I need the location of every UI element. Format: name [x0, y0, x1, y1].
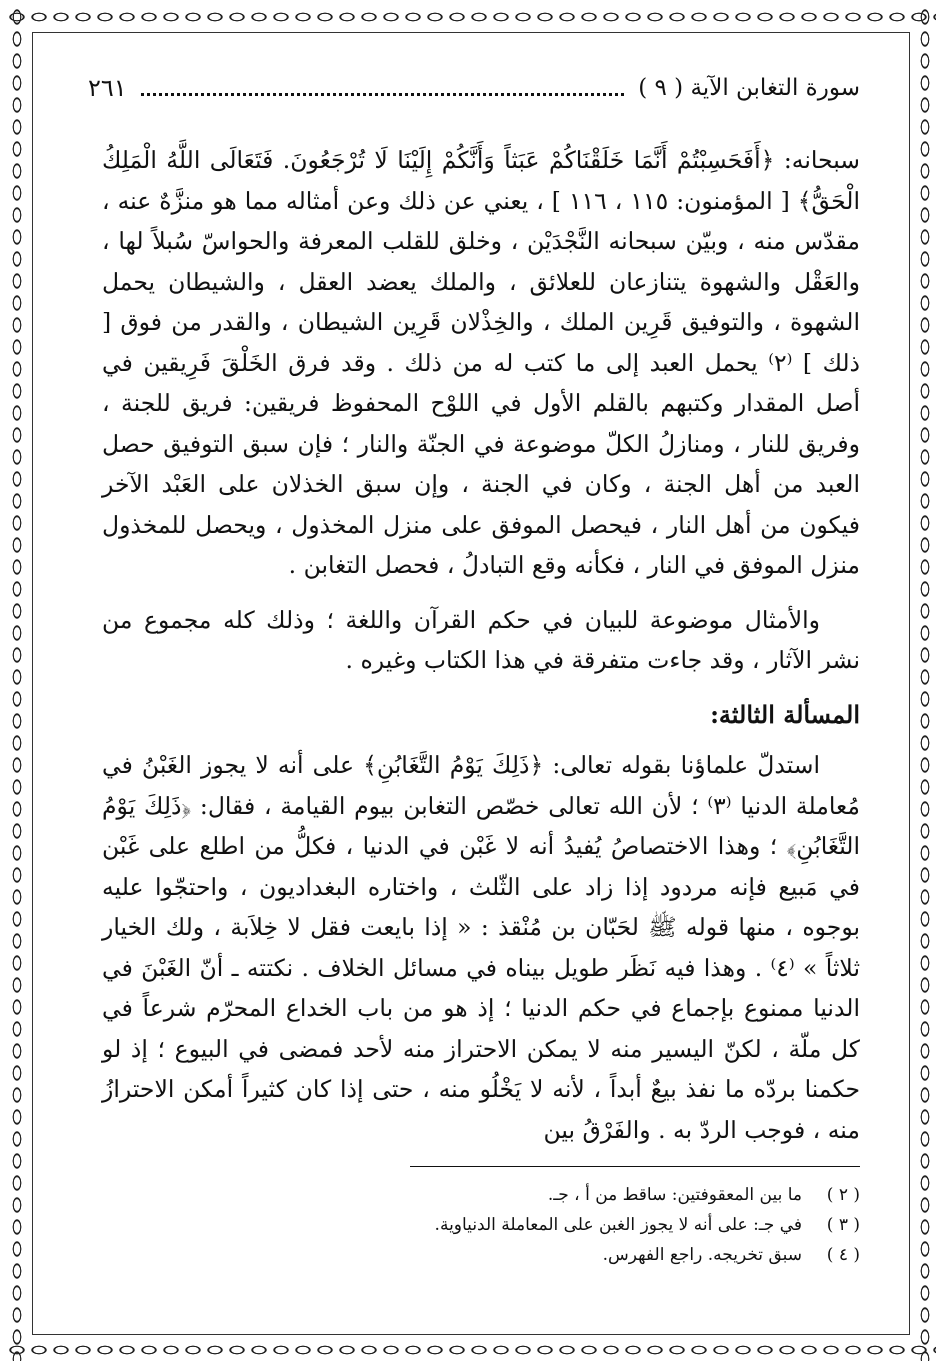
paragraph-3: استدلّ علماؤنا بقوله تعالى: ﴿ذَلِكَ يَوْمُ التَّغَابُنِ﴾ على أنه لا يجوز الغَبْنُ في مُعاملة الدنيا ⁽٣⁾ ؛ لأن الله تعالى خصّص التغابن بيوم القيامة ، فقال: ﴿ذَلِكَ يَوْمُ التَّغَابُنِ﴾ ؛ وهذا الاختصاصُ يُفيدُ أنه لا غَبْن في الدنيا ، فكلُّ من اطلع على غَبْن في مَبيع فإنه مردود إذا زاد على الثّلث ، واختاره البغداديون ، واحتجّوا عليه بوجوه ، منها قوله ﷺ لحَبّان بن مُنْقذ : « إذا بايعت فقل لا خِلاَبة ، ولك الخيار ثلاثاً » ⁽٤⁾ . وهذا فيه نَظَر طويل بيناه في مسائل الخلاف . نكتته ـ أنّ الغَبْنَ في الدنيا ممنوع بإجماع في حكم الدنيا ؛ إذ هو من باب الخداع المحرّم شرعاً في كل ملّة ، لكنّ اليسير منه لا يمكن الاحتراز منه لأحد فمضى في البيوع ؛ إذ لو حكمنا بردّه ما نفذ بيعٌ أبداً ، لأنه لا يَخْلُو منه ، حتى إذا كان كثيراً أمكن الاحترازُ منه ، فوجب الردّ به . والفَرْقُ بين	[102, 751, 860, 1144]
section-heading: المسألة الثالثة:	[710, 699, 860, 729]
border-right	[914, 6, 936, 1361]
border-bottom	[6, 1339, 936, 1361]
footnote-number: ( ٤ )	[826, 1245, 860, 1265]
border-top	[6, 6, 936, 28]
header-title: سورة التغابن الآية ( ٩ )	[638, 75, 860, 101]
running-header	[88, 70, 860, 106]
border-left	[6, 6, 28, 1361]
footnote-number: ( ٢ )	[826, 1185, 860, 1205]
header-dot-leader	[141, 93, 625, 96]
footnote-text: ما بين المعقوفتين: ساقط من أ ، جـ.	[547, 1185, 802, 1205]
footnote-separator	[410, 1166, 860, 1167]
footnote-number: ( ٣ )	[826, 1215, 860, 1235]
page-number: ٢٦١	[88, 74, 127, 102]
main-text	[102, 140, 860, 1164]
footnote-item	[102, 1210, 860, 1240]
footnote-text: في جـ: على أنه لا يجوز الغبن على المعاملة الدنياوية.	[434, 1215, 802, 1235]
footnote-item	[102, 1180, 860, 1210]
footnotes	[102, 1180, 860, 1270]
paragraph-1: سبحانه: ﴿أَفَحَسِبْتُمْ أَنَّمَا خَلَقْنَاكُمْ عَبَثاً وَأَنَّكُمْ إِلَيْنَا لَا تُرْجَعُونَ. فَتَعَالَى اللَّهُ الْمَلِكُ الْحَقُّ﴾ [ المؤمنون: ١١٥ ، ١١٦ ] ، يعني عن ذلك وعن أمثاله مما هو منزَّهٌ عنه ، مقدّس منه ، وبيّن سبحانه النَّجْدَيْن ، وخلق للقلب المعرفة والحواسّ سُبلاً لها ، والعَقْل والشهوة يتنازعان للعلائق ، والملك يعضد العقل ، والشيطان يحمل الشهوة ، والتوفيق قَرِين الملك ، والخِذْلان قَرِين الشيطان ، والقدر من فوق [ ذلك ] ⁽٢⁾ يحمل العبد إلى ما كتب له من ذلك . وقد فرق الخَلْقَ فَرِيقين في أصل المقدار وكتبهم بالقلم الأول في اللوْح المحفوظ فريقين: فريق للجنة ، وفريق للنار ، ومنازلُ الكلّ موضوعة في الجنّة والنار ؛ فإن سبق التوفيق حصل العبد من أهل الجنة ، وكان في الجنة ، وإن سبق الخذلان على العَبْد الآخر فيكون من أهل النار ، فيحصل الموفق على منزل المخذول ، ويحصل للمخذول منزل الموفق في النار ، فكأنه وقع التبادلُ ، فحصل التغابن .	[102, 146, 860, 579]
footnote-text: سبق تخريجه. راجع الفهرس.	[602, 1245, 802, 1265]
footnote-item	[102, 1240, 860, 1270]
paragraph-2: والأمثال موضوعة للبيان في حكم القرآن واللغة ؛ وذلك كله مجموع من نشر الآثار ، وقد جاءت متفرقة في هذا الكتاب وغيره .	[102, 605, 860, 674]
